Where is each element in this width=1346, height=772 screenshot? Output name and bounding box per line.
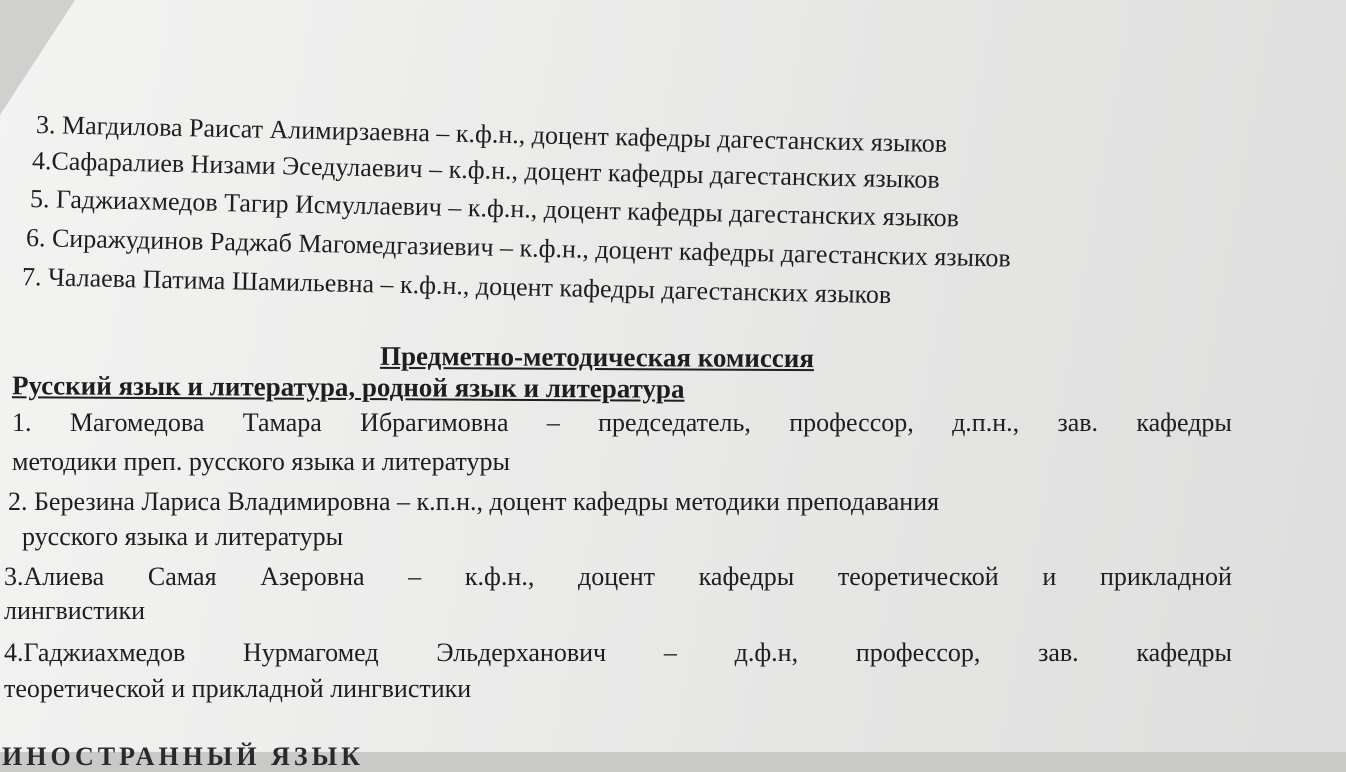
cut-off-text: ИНОСТРАННЫЙ ЯЗЫК [2,742,365,771]
commission-member-1-line-1: 1. Магомедова Тамара Ибрагимовна – председатель, профессор, д.п.н., зав. кафедры [12,408,1232,437]
commission-member-3-line-1: 3.Алиева Самая Азеровна – к.ф.н., доцент кафедры теоретической и прикладной [4,562,1232,591]
member-line-5: 5. Гаджиахмедов Тагир Исмуллаевич – к.ф.н., доцент кафедры дагестанских языков [29,184,960,233]
commission-member-4-line-2: теоретической и прикладной лингвистики [4,674,472,703]
commission-heading: Предметно-методическая комиссия [379,340,815,374]
commission-member-2-line-2: русского языка и литературы [22,522,344,551]
member-line-6: 6. Сиражудинов Раджаб Магомедгазиевич – к.ф.н., доцент кафедры дагестанских языков [25,223,1011,273]
member-line-4: 4.Сафаралиев Низами Эседулаевич – к.ф.н., доцент кафедры дагестанских языков [31,146,941,195]
commission-member-1-line-2: методики преп. русского языка и литературы [12,447,510,476]
commission-member-4-line-1: 4.Гаджиахмедов Нурмагомед Эльдерханович – д.ф.н, профессор, зав. кафедры [4,638,1232,667]
commission-member-2-line-1: 2. Березина Лариса Владимировна – к.п.н., доцент кафедры методики преподавания [8,487,940,516]
cut-off-next-line [0,738,1346,771]
member-line-7: 7. Чалаева Патима Шамильевна – к.ф.н., доцент кафедры дагестанских языков [21,262,892,310]
commission-member-3-line-2: лингвистики [4,596,146,625]
member-line-3: 3. Магдилова Раисат Алимирзаевна – к.ф.н., доцент кафедры дагестанских языков [35,110,948,159]
commission-subheading: Русский язык и литература, родной язык и литература [11,370,685,404]
